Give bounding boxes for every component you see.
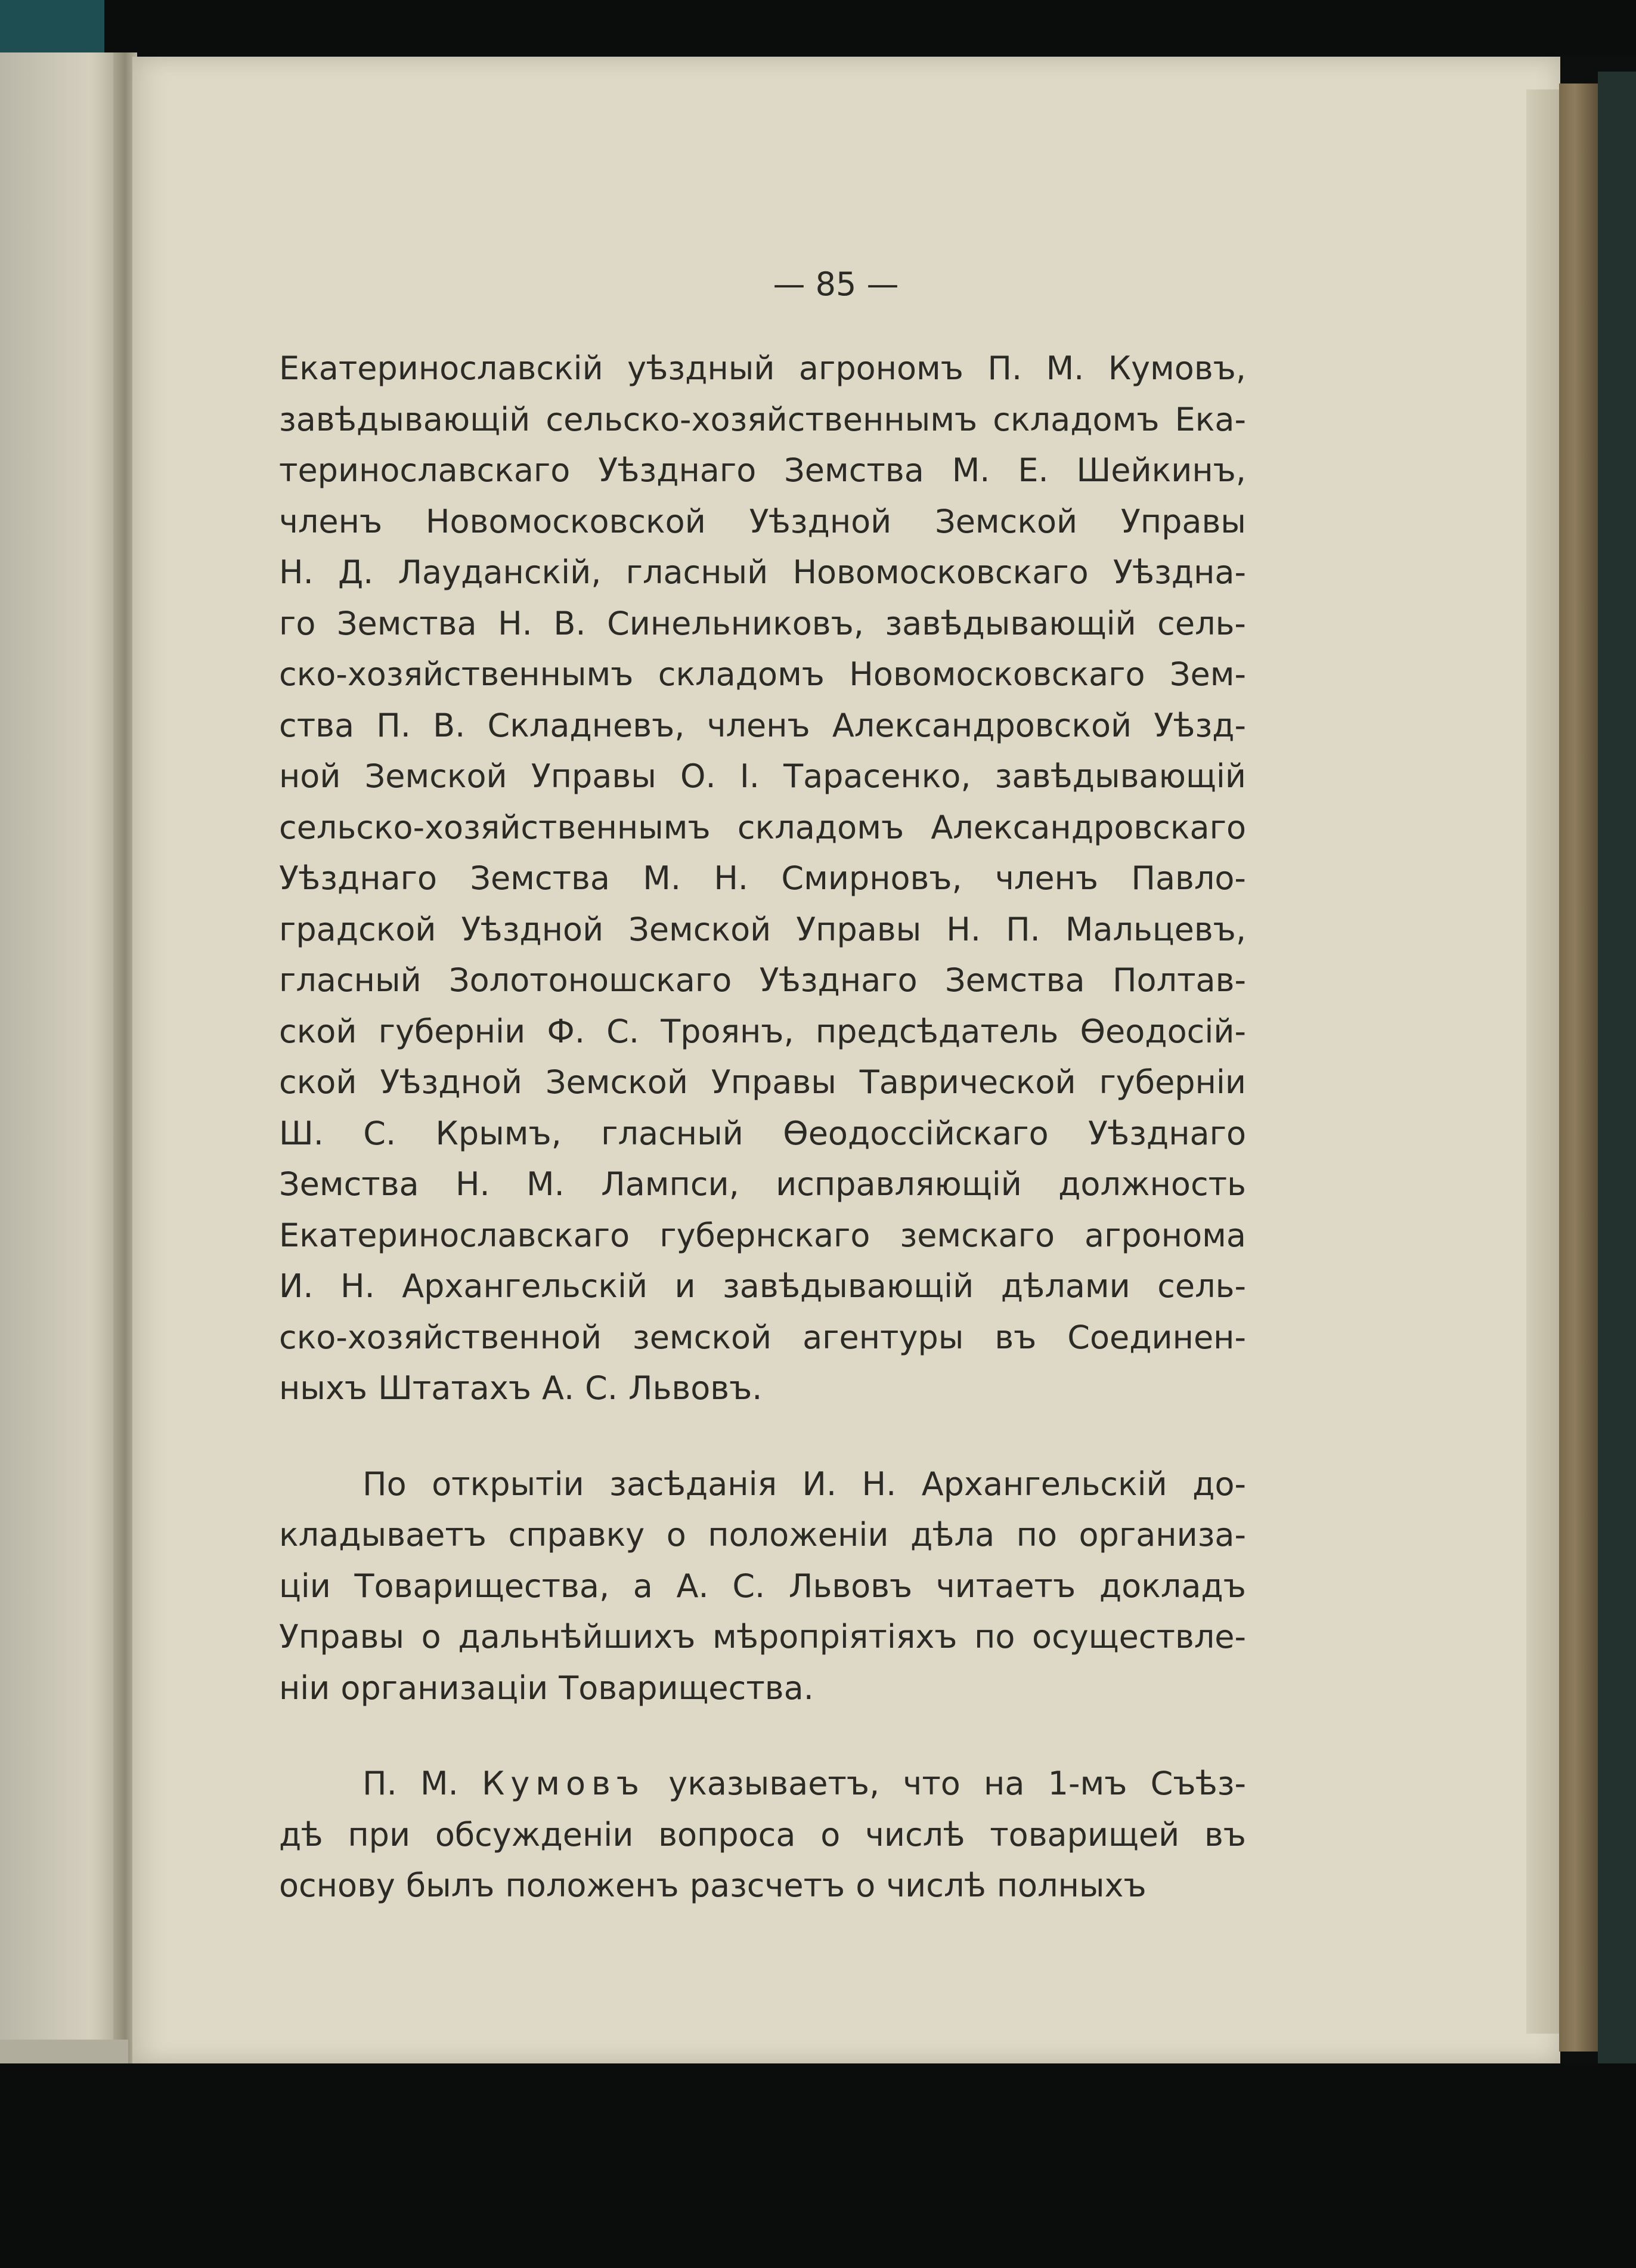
word: на <box>984 1765 1025 1802</box>
word: Уѣзднаго <box>1087 1114 1246 1152</box>
text-line <box>279 1108 1246 1159</box>
text-line <box>279 445 1246 496</box>
book-cover-edge <box>1559 83 1598 2052</box>
word: Александровскаго <box>931 808 1246 846</box>
word: разсчетъ <box>689 1867 845 1904</box>
word: Архангельскій <box>921 1465 1167 1503</box>
word: В. <box>553 604 586 642</box>
word: Земской <box>628 910 771 948</box>
word: П. <box>1006 910 1040 948</box>
word: Ш. <box>279 1114 324 1152</box>
word: завѣдывающій <box>279 400 531 438</box>
word: губерніи <box>1099 1063 1246 1101</box>
word: М. <box>952 451 990 489</box>
word: гласный <box>625 553 769 591</box>
word: исправляющій <box>776 1165 1022 1203</box>
word: Товарищества. <box>559 1669 814 1707</box>
word: дѣла <box>910 1516 995 1554</box>
word: при <box>348 1815 411 1854</box>
text-line <box>279 496 1246 547</box>
text-line <box>279 751 1246 802</box>
word: Земства <box>336 604 477 642</box>
text-line <box>279 1159 1246 1210</box>
word: Д. <box>337 553 374 591</box>
paragraph-1 <box>279 343 1246 1414</box>
word: полныхъ <box>996 1867 1147 1904</box>
text-line <box>279 1860 1246 1911</box>
word: обсужденіи <box>435 1815 634 1854</box>
word: Полтав- <box>1112 961 1246 999</box>
word: справку <box>508 1516 645 1554</box>
word: И. <box>802 1465 837 1503</box>
word: Львовъ <box>788 1567 913 1605</box>
word: открытіи <box>432 1465 584 1503</box>
word: сельско-хозяйственнымъ <box>279 808 711 846</box>
word: осуществле- <box>1032 1618 1246 1656</box>
text-line <box>279 1809 1246 1861</box>
word: Зем- <box>1169 655 1246 693</box>
word: членъ <box>279 502 383 540</box>
paragraph-2 <box>279 1459 1246 1714</box>
word: Троянъ, <box>661 1012 794 1050</box>
word: І. <box>739 757 760 795</box>
text-line <box>279 1261 1246 1312</box>
word: губерніи <box>378 1012 526 1050</box>
word: ской <box>279 1063 357 1101</box>
word: М. <box>643 859 681 897</box>
word: ско-хозяйственнымъ <box>279 655 634 693</box>
word: Кумовъ <box>481 1765 646 1802</box>
word: П. <box>362 1765 397 1802</box>
word: Земской <box>935 502 1078 540</box>
word: дѣ <box>279 1815 323 1854</box>
word: Управы <box>711 1063 836 1101</box>
word: Уѣздной <box>380 1063 523 1101</box>
word: о <box>856 1867 876 1904</box>
word: товарищей <box>990 1815 1180 1854</box>
word: указываетъ, <box>668 1765 880 1802</box>
word: и <box>674 1267 696 1305</box>
text-line <box>279 904 1246 955</box>
word: ства <box>279 706 355 744</box>
word: Управы <box>1120 502 1246 540</box>
word: агронома <box>1085 1216 1246 1254</box>
word: Лауданскій, <box>398 553 602 591</box>
word: И. <box>279 1267 314 1305</box>
word: въ <box>1204 1815 1246 1854</box>
text-line <box>279 1561 1246 1612</box>
word: Н. <box>279 553 314 591</box>
word: уѣздный <box>627 349 775 387</box>
word: Синельниковъ, <box>607 604 864 642</box>
word: о <box>421 1618 441 1656</box>
word: завѣдывающій <box>885 604 1136 642</box>
word: О. <box>680 757 716 795</box>
word: Земской <box>364 757 507 795</box>
book-cover-outer <box>1598 72 1636 2075</box>
word: членъ <box>707 706 810 744</box>
word: Земства <box>784 451 924 489</box>
word: дальнѣйшихъ <box>458 1618 696 1656</box>
word: засѣданія <box>609 1465 777 1503</box>
word: Новомосковскаго <box>849 655 1145 693</box>
page-body-text <box>279 343 1246 1911</box>
word: ской <box>279 1012 357 1050</box>
word: Новомосковской <box>425 502 706 540</box>
word: ско-хозяйственной <box>279 1318 602 1356</box>
word: ной <box>279 757 341 795</box>
scan-background-bottom <box>0 2063 1636 2268</box>
word: кладываетъ <box>279 1516 487 1554</box>
word: о <box>666 1516 686 1554</box>
word: М. <box>420 1765 458 1802</box>
word: Уѣзднаго <box>759 961 918 999</box>
word: Управы <box>531 757 656 795</box>
word: завѣдывающій <box>723 1267 974 1305</box>
word: Управы <box>796 910 922 948</box>
page-stack-edge <box>1526 89 1559 2034</box>
word: ніи <box>279 1669 330 1707</box>
text-line <box>279 1312 1246 1363</box>
word: А. <box>542 1369 575 1407</box>
word: агентуры <box>802 1318 964 1356</box>
word: Земства <box>470 859 610 897</box>
word: Павло- <box>1131 859 1246 897</box>
word: дѣлами <box>1000 1267 1130 1305</box>
word: ціи <box>279 1567 331 1605</box>
word: Уѣздна- <box>1113 553 1246 591</box>
word: читаетъ <box>935 1567 1076 1605</box>
word: сель- <box>1157 604 1246 642</box>
word: Львовъ. <box>628 1369 763 1407</box>
word: А. <box>676 1567 709 1605</box>
text-line <box>279 547 1246 598</box>
paragraph-3 <box>279 1758 1246 1911</box>
word: о <box>820 1815 841 1854</box>
word: С. <box>606 1012 640 1050</box>
word: былъ <box>405 1867 495 1904</box>
word: ныхъ <box>279 1369 368 1407</box>
word: В. <box>433 706 466 744</box>
text-line <box>279 1663 1246 1714</box>
word: что <box>903 1765 960 1802</box>
word: положенъ <box>505 1867 679 1904</box>
word: Мальцевъ, <box>1065 910 1246 948</box>
word: Штатахъ <box>378 1369 532 1407</box>
word: Н. <box>946 910 981 948</box>
word: членъ <box>994 859 1099 897</box>
word: положеніи <box>708 1516 889 1554</box>
text-line <box>279 1459 1246 1510</box>
word: С. <box>732 1567 766 1605</box>
text-line <box>279 598 1246 649</box>
word: Новомосковскаго <box>792 553 1089 591</box>
word: Крымъ, <box>435 1114 562 1152</box>
word: въ <box>994 1318 1037 1356</box>
word: Уѣздной <box>461 910 604 948</box>
text-line <box>279 1363 1246 1414</box>
paragraph-gap <box>279 1713 1246 1758</box>
word: Тарасенко, <box>783 757 971 795</box>
word: организаціи <box>340 1669 549 1707</box>
word: вопроса <box>658 1815 796 1854</box>
word: Уѣздной <box>749 502 892 540</box>
word: агрономъ <box>798 349 963 387</box>
word: Смирновъ, <box>781 859 962 897</box>
word: Екатеринославскій <box>279 349 603 387</box>
text-line <box>279 1611 1246 1663</box>
word: Н. <box>714 859 749 897</box>
word: 1-мъ <box>1048 1765 1127 1802</box>
word: Съѣз- <box>1150 1765 1246 1802</box>
word: М. <box>526 1165 565 1203</box>
word: Земства <box>279 1165 419 1203</box>
word: Складневъ, <box>487 706 685 744</box>
word: гласный <box>601 1114 743 1152</box>
word: Архангельскій <box>402 1267 648 1305</box>
word: Ека- <box>1175 400 1246 438</box>
word: основу <box>279 1867 395 1904</box>
text-line <box>279 853 1246 904</box>
text-line <box>279 394 1246 445</box>
word: С. <box>363 1114 396 1152</box>
word: числѣ <box>886 1867 986 1904</box>
word: Н. <box>498 604 532 642</box>
page-number-text: — 85 — <box>773 265 899 303</box>
word: Уѣзднаго <box>279 859 438 897</box>
page-number <box>0 265 1636 303</box>
word: Шейкинъ, <box>1076 451 1246 489</box>
word: сельско-хозяйственнымъ <box>546 400 978 438</box>
text-line <box>279 1210 1246 1261</box>
word: Н. <box>340 1267 375 1305</box>
word: Золотоношскаго <box>449 961 732 999</box>
word: Екатеринославскаго <box>279 1216 630 1254</box>
word: градской <box>279 910 436 948</box>
word: завѣдывающій <box>994 757 1246 795</box>
word: Соединен- <box>1067 1318 1246 1356</box>
word: Лампси, <box>601 1165 739 1203</box>
word: организа- <box>1079 1516 1246 1554</box>
word: С. <box>585 1369 618 1407</box>
word: Земства <box>944 961 1085 999</box>
text-line <box>279 343 1246 394</box>
word: Уѣзднаго <box>598 451 757 489</box>
word: складомъ <box>737 808 904 846</box>
word: Ф. <box>547 1012 585 1050</box>
paragraph-gap <box>279 1414 1246 1459</box>
word: мѣропріятіяхъ <box>712 1618 958 1656</box>
word: Ѳеодоссійскаго <box>783 1114 1049 1152</box>
word: Е. <box>1018 451 1049 489</box>
word: Н. <box>455 1165 490 1203</box>
word: Товарищества, <box>354 1567 610 1605</box>
word: П. <box>987 349 1022 387</box>
word: теринославскаго <box>279 451 571 489</box>
text-line <box>279 1758 1246 1809</box>
text-line <box>279 955 1246 1006</box>
text-line <box>279 700 1246 751</box>
word: Кумовъ, <box>1108 349 1246 387</box>
scan-background-accent <box>0 0 104 57</box>
word: гласный <box>279 961 422 999</box>
word: земскаго <box>900 1216 1055 1254</box>
scan-background-top <box>0 0 1636 57</box>
word: предсѣдатель <box>815 1012 1059 1050</box>
word: М. <box>1046 349 1085 387</box>
word: Ѳеодосій- <box>1080 1012 1246 1050</box>
word: складомъ <box>993 400 1160 438</box>
word: Александровской <box>832 706 1132 744</box>
word: сель- <box>1157 1267 1246 1305</box>
word: земской <box>633 1318 772 1356</box>
word: П. <box>376 706 411 744</box>
word: губернскаго <box>659 1216 870 1254</box>
word: складомъ <box>658 655 825 693</box>
text-line <box>279 1006 1246 1057</box>
text-line <box>279 802 1246 853</box>
word: должность <box>1058 1165 1246 1203</box>
word: го <box>279 604 316 642</box>
word: до- <box>1192 1465 1246 1503</box>
text-line <box>279 1509 1246 1561</box>
word: Таврической <box>859 1063 1076 1101</box>
word: по <box>974 1618 1015 1656</box>
word: Управы <box>279 1618 405 1656</box>
word: Уѣзд- <box>1154 706 1246 744</box>
word: По <box>362 1465 407 1503</box>
text-line <box>279 649 1246 700</box>
text-line <box>279 1057 1246 1108</box>
word: а <box>633 1567 653 1605</box>
word: Земской <box>545 1063 688 1101</box>
word: по <box>1016 1516 1058 1554</box>
word: докладъ <box>1099 1567 1246 1605</box>
word: Н. <box>862 1465 897 1503</box>
word: числѣ <box>865 1815 965 1854</box>
